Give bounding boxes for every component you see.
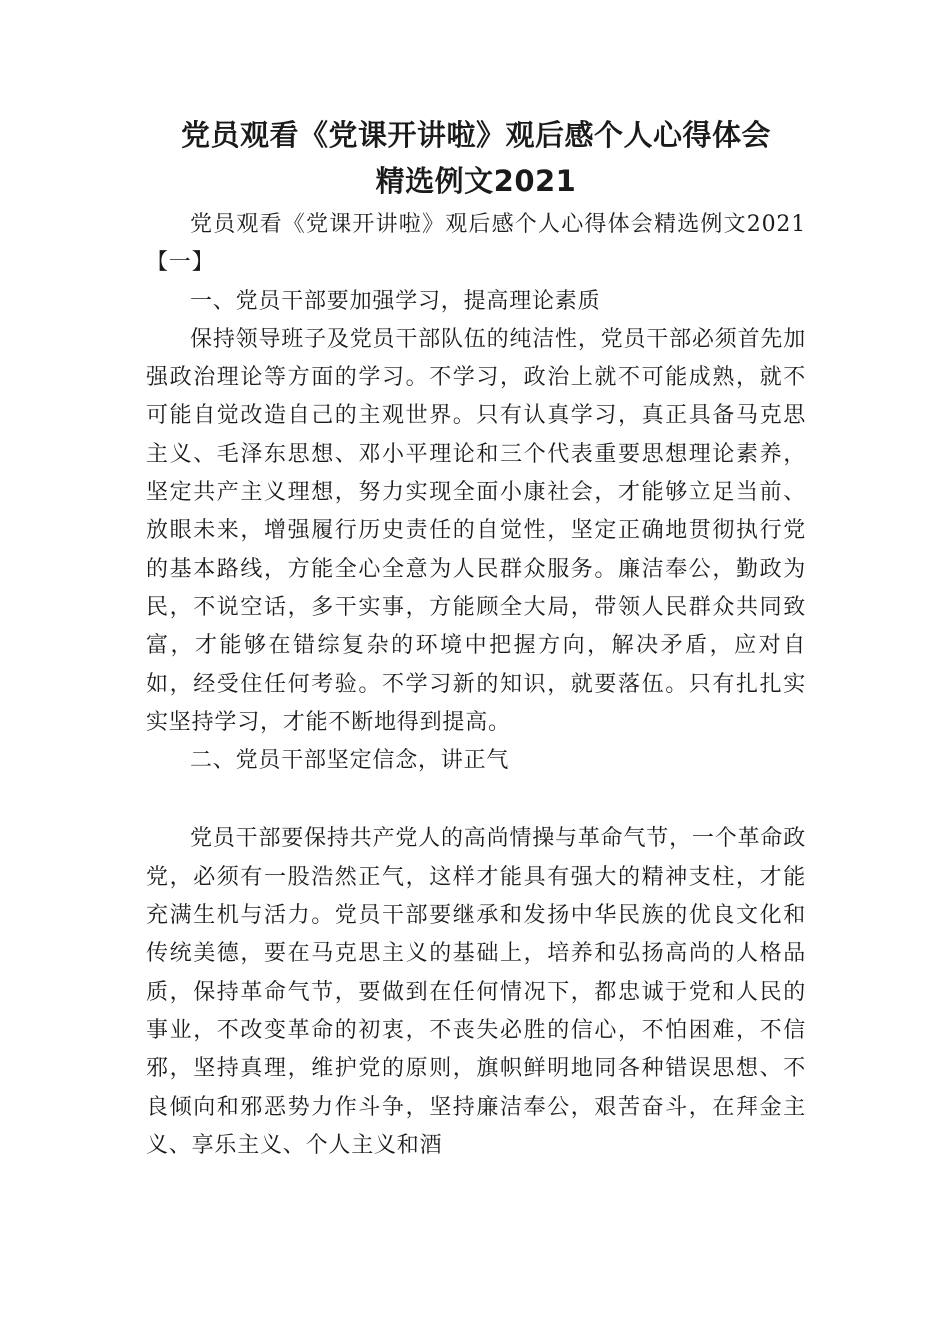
section-heading-one: 一、党员干部要加强学习，提高理论素质 — [190, 288, 601, 314]
document-page — [146, 112, 806, 1165]
body-paragraph-one: 保持领导班子及党员干部队伍的纯洁性，党员干部必须首先加强政治理论等方面的学习。不学习，政治上就不可能成熟，就不可能自觉改造自己的主观世界。只有认真学习，真正具备马克思主义、毛泽东思想、邓小平理论和三个代表重要思想理论素养，坚定共产主义理想，努力实现全面小康社会，才能够立足当前、放眼未来，增强履行历史责任的自觉性，坚定正确地贯彻执行党的基本路线，方能全心全意为人民群众服务。廉洁奉公，勤政为民，不说空话，多干实事，方能顾全大局，带领人民群众共同致富，才能够在错综复杂的环境中把握方向，解决矛盾，应对自如，经受住任何考验。不学习新的知识，就要落伍。只有扎扎实实坚持学习，才能不断地得到提高。 — [146, 326, 806, 735]
body-paragraph-two: 党员干部要保持共产党人的高尚情操与革命气节，一个革命政党，必须有一股浩然正气，这样才能具有强大的精神支柱，才能充满生机与活力。党员干部要继承和发扬中华民族的优良文化和传统美德，要在马克思主义的基础上，培养和弘扬高尚的人格品质，保持革命气节，要做到在任何情况下，都忠诚于党和人民的事业，不改变革命的初衷，不丧失必胜的信心，不怕困难，不信邪，坚持真理，维护党的原则，旗帜鲜明地同各种错误思想、不良倾向和邪恶势力作斗争，坚持廉洁奉公，艰苦奋斗，在拜金主义、享乐主义、个人主义和酒 — [146, 826, 806, 1158]
subheading-example-one: 党员观看《党课开讲啦》观后感个人心得体会精选例文2021【一】 — [146, 212, 806, 276]
paragraph-gap — [146, 780, 806, 820]
document-title — [146, 112, 806, 204]
section-heading-two: 二、党员干部坚定信念，讲正气 — [190, 748, 510, 774]
title-line-2: 精选例文2021 — [375, 164, 577, 198]
title-line-1: 党员观看《党课开讲啦》观后感个人心得体会 — [180, 118, 771, 152]
